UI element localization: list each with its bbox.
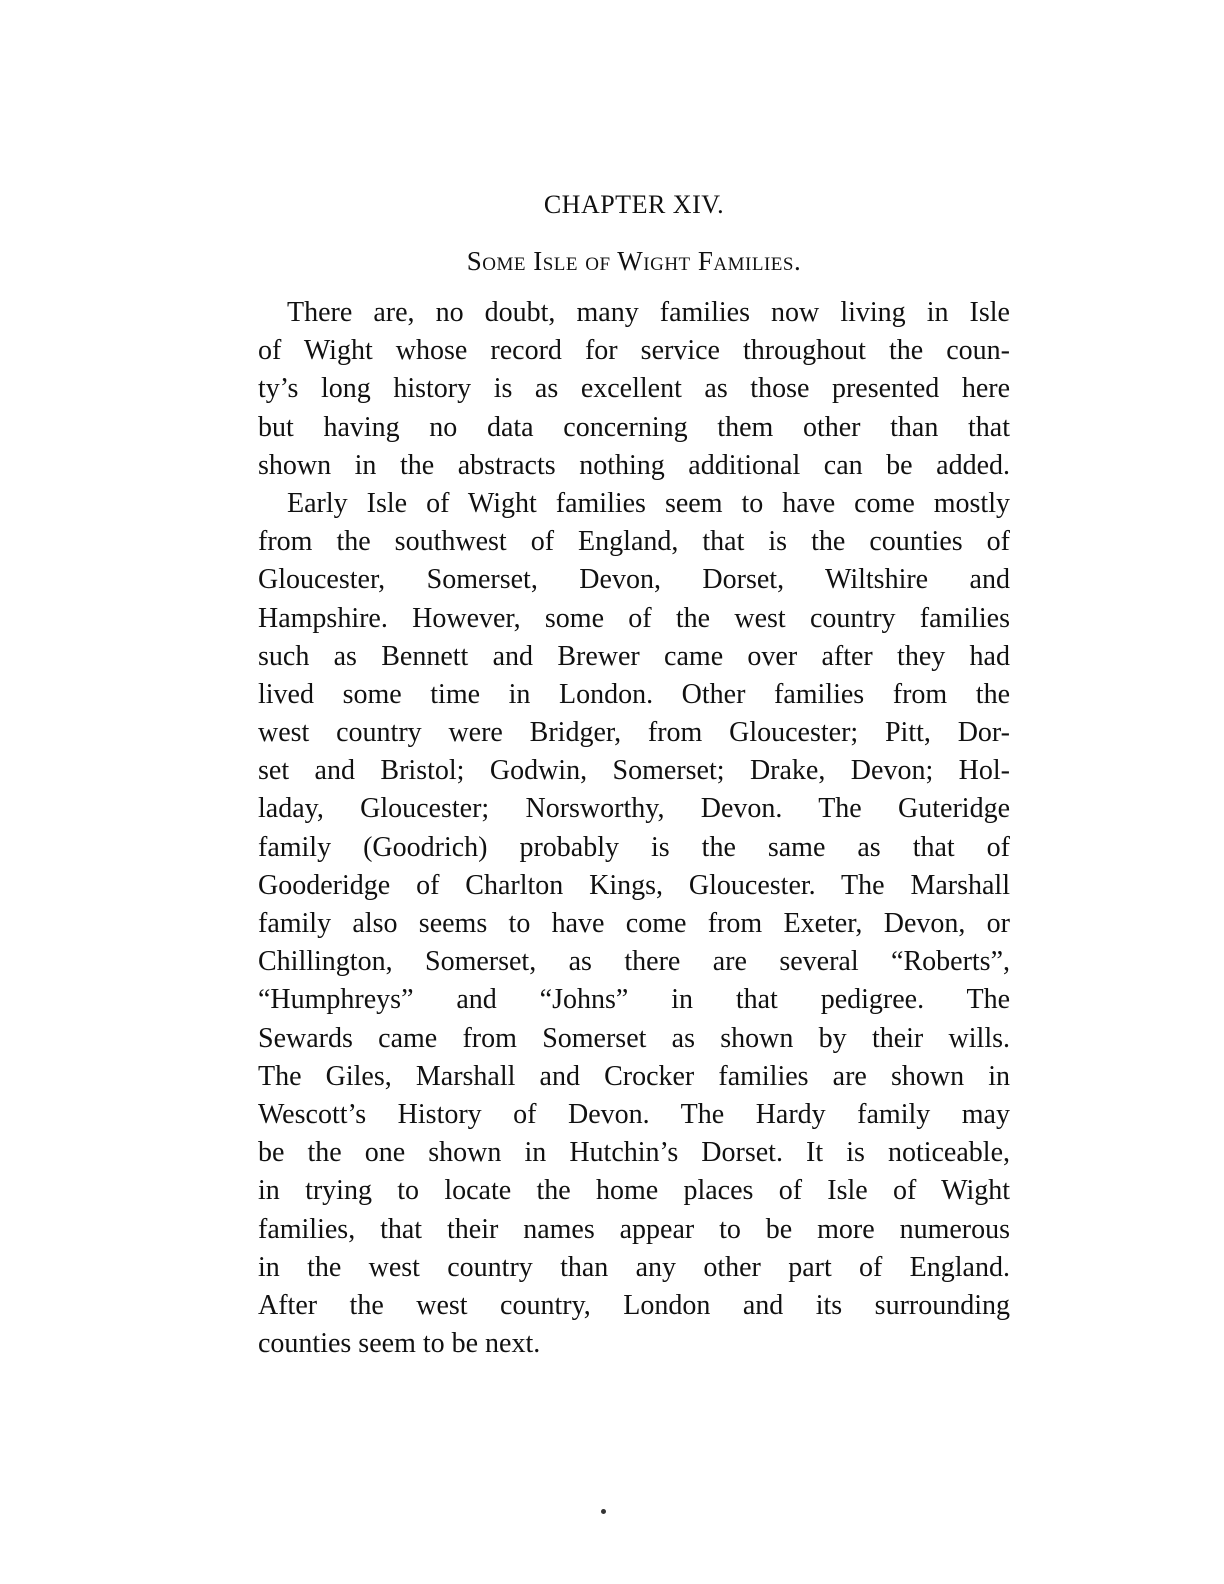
text-line: Chillington, Somerset, as there are several “Roberts”, (258, 946, 1010, 978)
text-line: Wescott’s History of Devon. The Hardy family may (258, 1098, 1010, 1130)
text-line: of Wight whose record for service throughout the coun- (258, 335, 1010, 367)
text-line: The Giles, Marshall and Crocker families are shown in (258, 1060, 1010, 1092)
text-line: Gooderidge of Charlton Kings, Gloucester. The Marshall (258, 869, 1010, 901)
text-line: in trying to locate the home places of Isle of Wight (258, 1175, 1010, 1207)
text-line: but having no data concerning them other than that (258, 411, 1010, 443)
text-line: family (Goodrich) probably is the same as that of (258, 831, 1010, 863)
text-line: counties seem to be next. (258, 1328, 541, 1360)
text-line: There are, no doubt, many families now living in Isle (287, 297, 1010, 328)
text-line: such as Bennett and Brewer came over after they had (258, 640, 1010, 672)
text-line: in the west country than any other part of England. (258, 1251, 1010, 1283)
text-line: families, that their names appear to be more numerous (258, 1213, 1010, 1245)
text-line: set and Bristol; Godwin, Somerset; Drake, Devon; Hol- (258, 755, 1010, 787)
text-line: Early Isle of Wight families seem to have come mostly (287, 487, 1010, 519)
paragraph (258, 294, 1010, 485)
paragraph (258, 485, 1010, 1363)
ink-speck (601, 1509, 606, 1514)
text-line: Hampshire. However, some of the west country families (258, 602, 1010, 634)
text-line: ty’s long history is as excellent as those presented here (258, 373, 1010, 405)
chapter-title: Some Isle of Wight Families. (466, 246, 802, 276)
text-line: lived some time in London. Other families from the (258, 678, 1010, 710)
text-line: shown in the abstracts nothing additional can be added. (258, 449, 1010, 481)
text-line: from the southwest of England, that is the counties of (258, 526, 1010, 558)
text-line: family also seems to have come from Exeter, Devon, or (258, 908, 1010, 939)
body-text (258, 294, 1010, 1363)
text-line: Gloucester, Somerset, Devon, Dorset, Wiltshire and (258, 564, 1010, 596)
text-line: “Humphreys” and “Johns” in that pedigree. The (258, 984, 1010, 1016)
text-line: west country were Bridger, from Gloucester; Pitt, Dor- (258, 717, 1010, 749)
chapter-heading: CHAPTER XIV. (543, 190, 725, 219)
text-line: laday, Gloucester; Norsworthy, Devon. The Guteridge (258, 793, 1010, 825)
text-line: After the west country, London and its surrounding (258, 1289, 1010, 1321)
text-line: Sewards came from Somerset as shown by their wills. (258, 1022, 1010, 1054)
text-line: be the one shown in Hutchin’s Dorset. It is noticeable, (258, 1137, 1010, 1169)
